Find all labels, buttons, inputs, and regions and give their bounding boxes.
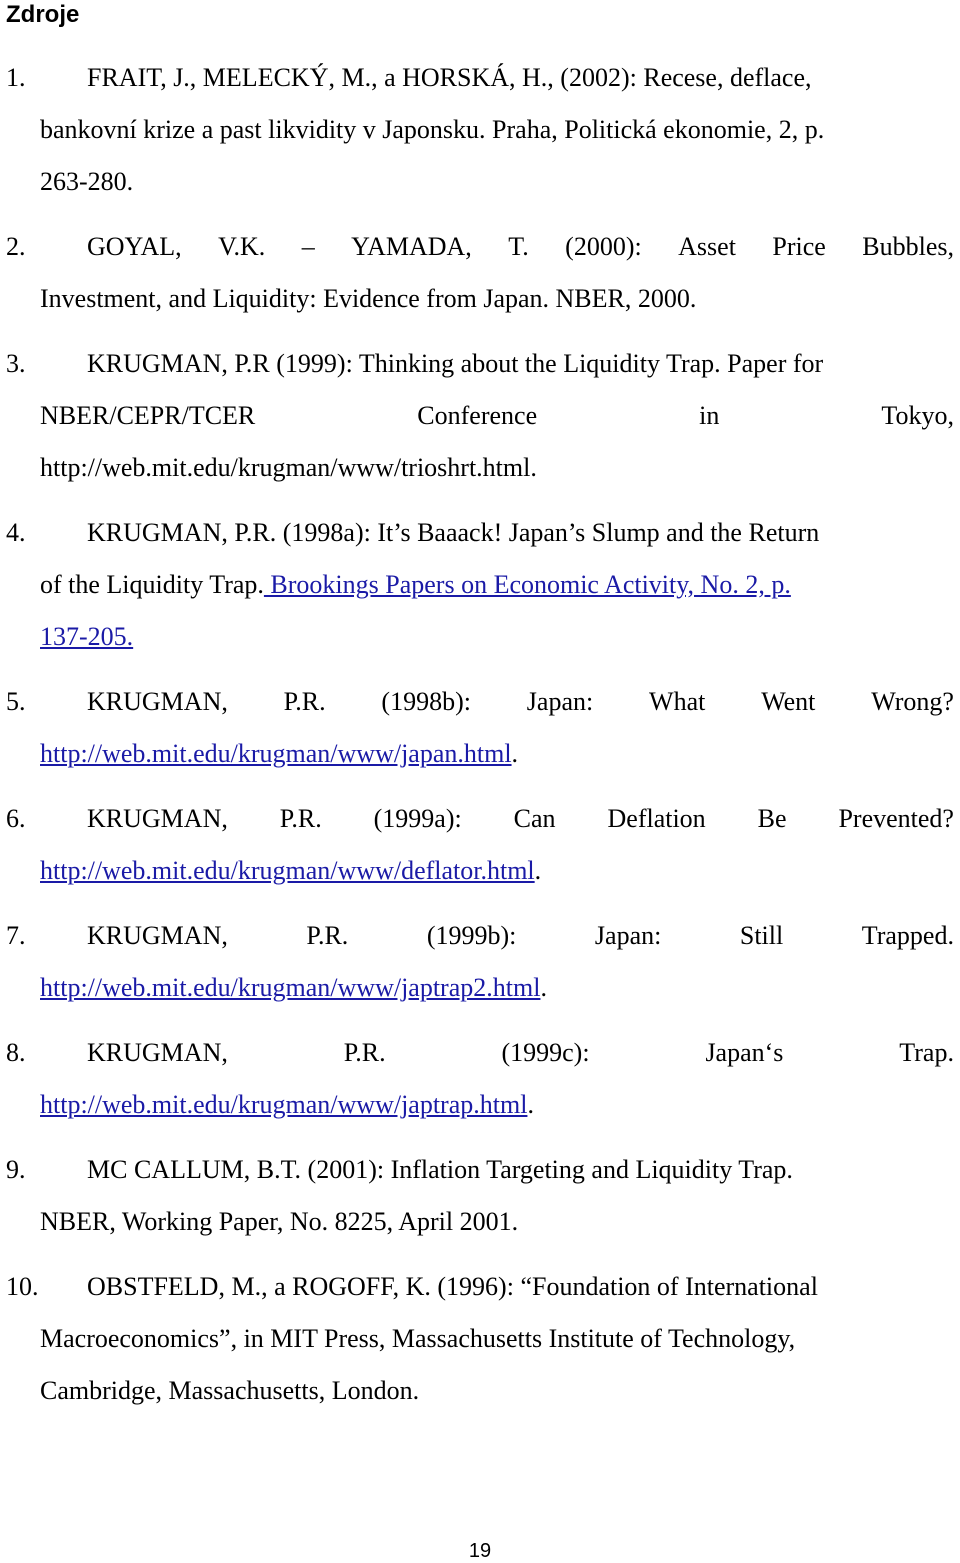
reference-number: 9. xyxy=(6,1155,26,1184)
word: Price xyxy=(772,232,826,261)
word: (2000): xyxy=(565,232,642,261)
word: V.K. xyxy=(218,232,266,261)
word: NBER/CEPR/TCER xyxy=(40,401,256,430)
reference-4-link-pages[interactable]: 137-205. xyxy=(40,622,134,651)
reference-9-line-1: MC CALLUM, B.T. (2001): Inflation Targeting and Liquidity Trap. xyxy=(87,1155,793,1184)
reference-3 xyxy=(0,344,960,482)
page-number: 19 xyxy=(468,1540,492,1562)
reference-10-line-1: OBSTFELD, M., a ROGOFF, K. (1996): “Foundation of International xyxy=(87,1272,818,1301)
reference-7 xyxy=(0,916,960,1002)
word: (1998b): xyxy=(381,687,471,716)
word: Deflation xyxy=(607,804,706,833)
word: KRUGMAN, xyxy=(87,921,228,950)
reference-2-line-2: Investment, and Liquidity: Evidence from Japan. NBER, 2000. xyxy=(40,284,697,313)
reference-7-line-1 xyxy=(87,916,954,956)
word: in xyxy=(699,401,720,430)
word: Trapped. xyxy=(861,921,954,950)
word: What xyxy=(649,687,706,716)
word: (1999b): xyxy=(426,921,517,950)
reference-8-line-1 xyxy=(87,1033,954,1073)
reference-1-line-2: bankovní krize a past likvidity v Japonsku. Praha, Politická ekonomie, 2, p. xyxy=(40,115,825,144)
reference-1-line-1: FRAIT, J., MELECKÝ, M., a HORSKÁ, H., (2002): Recese, deflace, xyxy=(87,63,812,92)
reference-3-line-1: KRUGMAN, P.R (1999): Thinking about the Liquidity Trap. Paper for xyxy=(87,349,824,378)
reference-2-line-1 xyxy=(87,227,954,267)
reference-number: 4. xyxy=(6,518,26,547)
word: – xyxy=(301,232,315,261)
reference-10 xyxy=(0,1267,960,1405)
reference-6 xyxy=(0,799,960,885)
reference-4-line-2 xyxy=(40,565,954,605)
reference-4-line-1: KRUGMAN, P.R. (1998a): It’s Baaack! Japan’s Slump and the Return xyxy=(87,518,820,547)
reference-5-line-1 xyxy=(87,682,954,722)
reference-6-url-link[interactable]: http://web.mit.edu/krugman/www/deflator.html xyxy=(40,856,535,885)
reference-1 xyxy=(0,58,960,196)
reference-5-url-link[interactable]: http://web.mit.edu/krugman/www/japan.html xyxy=(40,739,512,768)
reference-8-url-link[interactable]: http://web.mit.edu/krugman/www/japtrap.html xyxy=(40,1090,528,1119)
word: YAMADA, xyxy=(351,232,472,261)
reference-1-line-3: 263-280. xyxy=(40,167,134,196)
reference-4-link[interactable]: Brookings Papers on Economic Activity, No. 2, p. xyxy=(263,570,791,599)
reference-10-line-2: Macroeconomics”, in MIT Press, Massachusetts Institute of Technology, xyxy=(40,1324,796,1353)
word: Can xyxy=(513,804,556,833)
word: Bubbles, xyxy=(862,232,954,261)
word: Still xyxy=(739,921,784,950)
reference-number: 8. xyxy=(6,1038,26,1067)
word: Asset xyxy=(678,232,736,261)
word: Tokyo, xyxy=(881,401,954,430)
reference-6-line-2: http://web.mit.edu/krugman/www/deflator.html. xyxy=(40,856,542,885)
word: Went xyxy=(761,687,816,716)
reference-number: 2. xyxy=(6,232,26,261)
word: Prevented? xyxy=(838,804,954,833)
word: (1999c): xyxy=(501,1038,590,1067)
reference-number: 3. xyxy=(6,349,26,378)
word: Be xyxy=(757,804,787,833)
reference-10-line-3: Cambridge, Massachusetts, London. xyxy=(40,1376,420,1405)
reference-9-line-2: NBER, Working Paper, No. 8225, April 2001. xyxy=(40,1207,519,1236)
word: P.R. xyxy=(343,1038,386,1067)
word: Conference xyxy=(417,401,538,430)
word: KRUGMAN, xyxy=(87,1038,228,1067)
word: KRUGMAN, xyxy=(87,687,228,716)
reference-4 xyxy=(0,513,960,651)
word: (1999a): xyxy=(373,804,462,833)
word: Trap. xyxy=(899,1038,954,1067)
reference-4-line-3 xyxy=(40,617,954,657)
reference-9 xyxy=(0,1150,960,1236)
word: P.R. xyxy=(279,804,322,833)
word: T. xyxy=(508,232,529,261)
word: KRUGMAN, xyxy=(87,804,228,833)
reference-3-line-2 xyxy=(40,396,954,436)
reference-5 xyxy=(0,682,960,768)
section-heading: Zdroje xyxy=(6,1,80,28)
word: Japan: xyxy=(594,921,662,950)
reference-2 xyxy=(0,227,960,313)
reference-number: 5. xyxy=(6,687,26,716)
reference-3-line-3: http://web.mit.edu/krugman/www/trioshrt.html. xyxy=(40,453,537,482)
word: Wrong? xyxy=(871,687,954,716)
reference-number: 7. xyxy=(6,921,26,950)
word: Japan‘s xyxy=(705,1038,784,1067)
reference-4-plain-text: of the Liquidity Trap. xyxy=(40,570,264,599)
reference-5-line-2: http://web.mit.edu/krugman/www/japan.html. xyxy=(40,739,519,768)
reference-number: 1. xyxy=(6,63,26,92)
reference-number: 10. xyxy=(6,1272,39,1301)
reference-8 xyxy=(0,1033,960,1119)
word: Japan: xyxy=(526,687,594,716)
reference-number: 6. xyxy=(6,804,26,833)
word: P.R. xyxy=(306,921,349,950)
reference-6-line-1 xyxy=(87,799,954,839)
word: P.R. xyxy=(283,687,326,716)
reference-7-url-link[interactable]: http://web.mit.edu/krugman/www/japtrap2.html xyxy=(40,973,541,1002)
word: GOYAL, xyxy=(87,232,182,261)
reference-7-line-2: http://web.mit.edu/krugman/www/japtrap2.html. xyxy=(40,973,547,1002)
reference-8-line-2: http://web.mit.edu/krugman/www/japtrap.html. xyxy=(40,1090,534,1119)
